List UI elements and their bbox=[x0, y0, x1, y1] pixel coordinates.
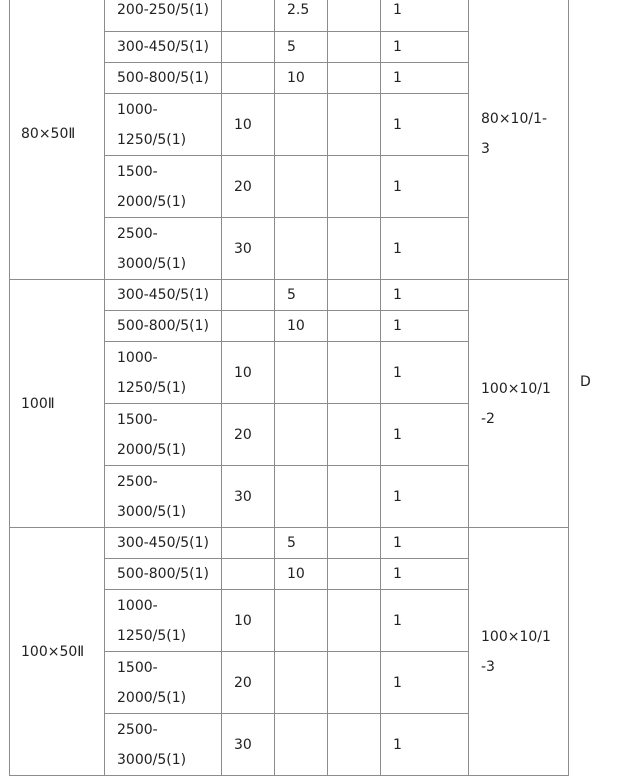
passes-cell: 5 bbox=[275, 528, 328, 559]
qty-cell: 1 bbox=[381, 652, 469, 714]
turns-cell bbox=[222, 528, 275, 559]
passes-cell: 10 bbox=[275, 559, 328, 590]
ratio-text: 300-450/5(1) bbox=[117, 287, 209, 303]
passes-cell bbox=[275, 466, 328, 528]
ratio-cell bbox=[105, 32, 222, 63]
ratio-text: 200-250/5(1) bbox=[117, 1, 209, 18]
qty-cell: 1 bbox=[381, 466, 469, 528]
turns-cell bbox=[222, 559, 275, 590]
turns-cell: 30 bbox=[222, 466, 275, 528]
c-cell bbox=[328, 559, 381, 590]
ratio-cell bbox=[105, 466, 222, 528]
ratio-cell bbox=[105, 94, 222, 156]
qty-cell: 1 bbox=[381, 404, 469, 466]
passes-cell: 10 bbox=[275, 311, 328, 342]
ratio-cell bbox=[105, 590, 222, 652]
ratio-cell bbox=[105, 218, 222, 280]
transformer-spec-table bbox=[9, 0, 631, 776]
ratio-text: 500-800/5(1) bbox=[117, 70, 209, 86]
turns-cell: 10 bbox=[222, 342, 275, 404]
busbar-cell bbox=[469, 528, 569, 776]
passes-cell: 2.5 bbox=[275, 0, 328, 32]
c-cell bbox=[328, 0, 381, 32]
ratio-cell bbox=[105, 652, 222, 714]
turns-cell bbox=[222, 311, 275, 342]
turns-cell: 20 bbox=[222, 652, 275, 714]
passes-cell bbox=[275, 156, 328, 218]
qty-cell: 1 bbox=[381, 714, 469, 776]
table-row bbox=[10, 280, 631, 311]
c-cell bbox=[328, 528, 381, 559]
ratio-cell bbox=[105, 311, 222, 342]
c-cell bbox=[328, 652, 381, 714]
ratio-text: 1500-2000/5(1) bbox=[117, 164, 187, 210]
ratio-text: 1000-1250/5(1) bbox=[117, 350, 187, 396]
c-cell bbox=[328, 466, 381, 528]
turns-cell bbox=[222, 32, 275, 63]
ratio-text: 2500-3000/5(1) bbox=[117, 474, 187, 520]
busbar-cell bbox=[469, 280, 569, 528]
c-cell bbox=[328, 218, 381, 280]
passes-cell bbox=[275, 218, 328, 280]
passes-cell: 10 bbox=[275, 63, 328, 94]
c-cell bbox=[328, 311, 381, 342]
shared-column-cell: D bbox=[569, 0, 631, 776]
c-cell bbox=[328, 156, 381, 218]
busbar-text: 80×10/1-3 bbox=[481, 110, 548, 157]
ratio-cell bbox=[105, 156, 222, 218]
ratio-cell bbox=[105, 342, 222, 404]
ratio-cell bbox=[105, 528, 222, 559]
qty-cell: 1 bbox=[381, 590, 469, 652]
table-row bbox=[10, 528, 631, 559]
ratio-text: 300-450/5(1) bbox=[117, 39, 209, 55]
ratio-text: 1500-2000/5(1) bbox=[117, 660, 187, 706]
qty-cell: 1 bbox=[381, 559, 469, 590]
ratio-text: 2500-3000/5(1) bbox=[117, 226, 187, 272]
table-row bbox=[10, 0, 631, 32]
ratio-cell bbox=[105, 63, 222, 94]
model-cell: 100Ⅱ bbox=[10, 280, 105, 528]
qty-cell: 1 bbox=[381, 63, 469, 94]
passes-cell bbox=[275, 652, 328, 714]
qty-cell: 1 bbox=[381, 0, 469, 32]
turns-cell bbox=[222, 0, 275, 32]
c-cell bbox=[328, 404, 381, 466]
c-cell bbox=[328, 590, 381, 652]
turns-cell bbox=[222, 280, 275, 311]
ratio-cell bbox=[105, 0, 222, 32]
passes-cell bbox=[275, 342, 328, 404]
c-cell bbox=[328, 94, 381, 156]
turns-cell: 10 bbox=[222, 590, 275, 652]
ratio-text: 1500-2000/5(1) bbox=[117, 412, 187, 458]
ratio-text: 300-450/5(1) bbox=[117, 535, 209, 551]
turns-cell: 10 bbox=[222, 94, 275, 156]
ratio-cell bbox=[105, 559, 222, 590]
passes-cell: 5 bbox=[275, 32, 328, 63]
c-cell bbox=[328, 32, 381, 63]
passes-cell bbox=[275, 94, 328, 156]
turns-cell: 30 bbox=[222, 714, 275, 776]
qty-cell: 1 bbox=[381, 218, 469, 280]
qty-cell: 1 bbox=[381, 280, 469, 311]
ratio-text: 1000-1250/5(1) bbox=[117, 598, 187, 644]
passes-cell: 5 bbox=[275, 280, 328, 311]
qty-cell: 1 bbox=[381, 156, 469, 218]
c-cell bbox=[328, 714, 381, 776]
qty-cell: 1 bbox=[381, 342, 469, 404]
turns-cell: 20 bbox=[222, 156, 275, 218]
ratio-text: 500-800/5(1) bbox=[117, 566, 209, 582]
c-cell bbox=[328, 63, 381, 94]
turns-cell: 20 bbox=[222, 404, 275, 466]
turns-cell: 30 bbox=[222, 218, 275, 280]
passes-cell bbox=[275, 590, 328, 652]
busbar-text: 100×10/1-3 bbox=[481, 628, 551, 675]
turns-cell bbox=[222, 63, 275, 94]
busbar-cell bbox=[469, 0, 569, 280]
ratio-text: 1000-1250/5(1) bbox=[117, 102, 187, 148]
qty-cell: 1 bbox=[381, 528, 469, 559]
model-cell: 100×50Ⅱ bbox=[10, 528, 105, 776]
c-cell bbox=[328, 342, 381, 404]
ratio-cell bbox=[105, 280, 222, 311]
ratio-cell bbox=[105, 404, 222, 466]
qty-cell: 1 bbox=[381, 94, 469, 156]
qty-cell: 1 bbox=[381, 32, 469, 63]
model-cell: 80×50Ⅱ bbox=[10, 0, 105, 280]
ratio-text: 2500-3000/5(1) bbox=[117, 722, 187, 768]
ratio-cell bbox=[105, 714, 222, 776]
c-cell bbox=[328, 280, 381, 311]
passes-cell bbox=[275, 404, 328, 466]
qty-cell: 1 bbox=[381, 311, 469, 342]
busbar-text: 100×10/1-2 bbox=[481, 380, 551, 427]
passes-cell bbox=[275, 714, 328, 776]
ratio-text: 500-800/5(1) bbox=[117, 318, 209, 334]
